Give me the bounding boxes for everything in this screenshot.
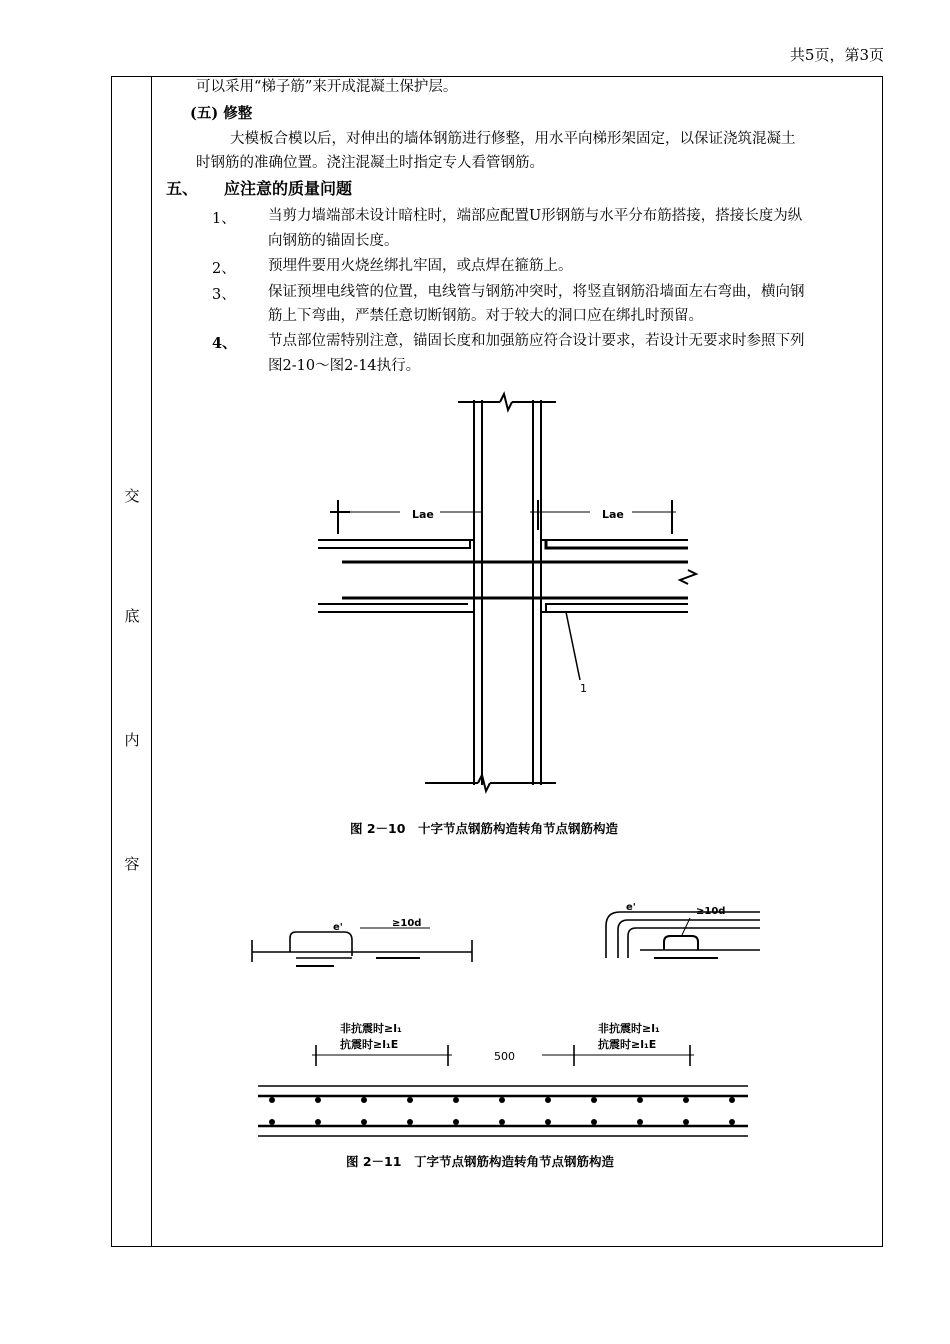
- body-line: 可以采用“梯子筋”来开成混凝土保护层。: [196, 79, 458, 95]
- 10d-left-label: ≥10d: [392, 918, 422, 929]
- list-item-text: 保证预埋电线管的位置，电线管与钢筋冲突时，将竖直钢筋沿墙面左右弯曲，横向钢: [268, 284, 805, 300]
- page-counter: 共5页，第3页: [789, 46, 884, 64]
- list-item-number: 1、: [212, 211, 236, 227]
- list-item-text: 向钢筋的锚固长度。: [268, 233, 399, 249]
- anchorage-right-line2: 抗震时≥l₁E: [598, 1038, 657, 1051]
- anchorage-left-line1: 非抗震时≥l₁: [340, 1022, 402, 1035]
- list-item-number: 4、: [212, 335, 237, 352]
- list-item-text: 图2-10～图2-14执行。: [268, 358, 421, 374]
- body-line: 大模板合模以后，对伸出的墙体钢筋进行修整，用水平向梯形架固定，以保证浇筑混凝土: [230, 131, 796, 147]
- anchorage-right-line1: 非抗震时≥l₁: [598, 1022, 660, 1035]
- side-label-column: [112, 77, 152, 1246]
- list-item-number: 2、: [212, 261, 236, 277]
- side-label-char: 底: [124, 607, 140, 625]
- list-item-text: 预埋件要用火烧丝绑扎牢固，或点焊在箍筋上。: [268, 258, 573, 274]
- bar-number-label: 1: [580, 682, 587, 695]
- lae-left-label: Lae: [412, 508, 434, 521]
- e-right-label: e': [626, 902, 636, 913]
- side-label-char: 容: [124, 855, 140, 873]
- figure-2-10-drawing: [280, 380, 720, 840]
- figure-2-11-drawing: [240, 890, 760, 1140]
- list-item-number: 3、: [212, 287, 236, 303]
- spacing-500-label: 500: [494, 1050, 515, 1063]
- side-label-char: 内: [124, 731, 140, 749]
- list-item-text: 筋上下弯曲，严禁任意切断钢筋。对于较大的洞口应在绑扎时预留。: [268, 308, 703, 324]
- 10d-right-label: ≥10d: [696, 906, 726, 917]
- anchorage-left-line2: 抗震时≥l₁E: [340, 1038, 399, 1051]
- section-number: 五、: [166, 179, 199, 198]
- side-label-char: 交: [124, 487, 140, 505]
- figure-2-11-caption: 图 2－11 丁字节点钢筋构造转角节点钢筋构造: [346, 1154, 614, 1169]
- body-line: 时钢筋的准确位置。浇注混凝土时指定专人看管钢筋。: [196, 155, 544, 171]
- section-title: 应注意的质量问题: [224, 179, 353, 198]
- list-item-text: 节点部位需特别注意，锚固长度和加强筋应符合设计要求，若设计无要求时参照下列: [268, 333, 805, 349]
- figure-2-10-caption: 图 2－10 十字节点钢筋构造转角节点钢筋构造: [350, 821, 618, 836]
- e-left-label: e': [333, 922, 343, 933]
- list-item-text: 当剪力墙端部未设计暗柱时，端部应配置U形钢筋与水平分布筋搭接，搭接长度为纵: [268, 208, 803, 224]
- sub-heading: (五) 修整: [190, 105, 253, 122]
- lae-right-label: Lae: [602, 508, 624, 521]
